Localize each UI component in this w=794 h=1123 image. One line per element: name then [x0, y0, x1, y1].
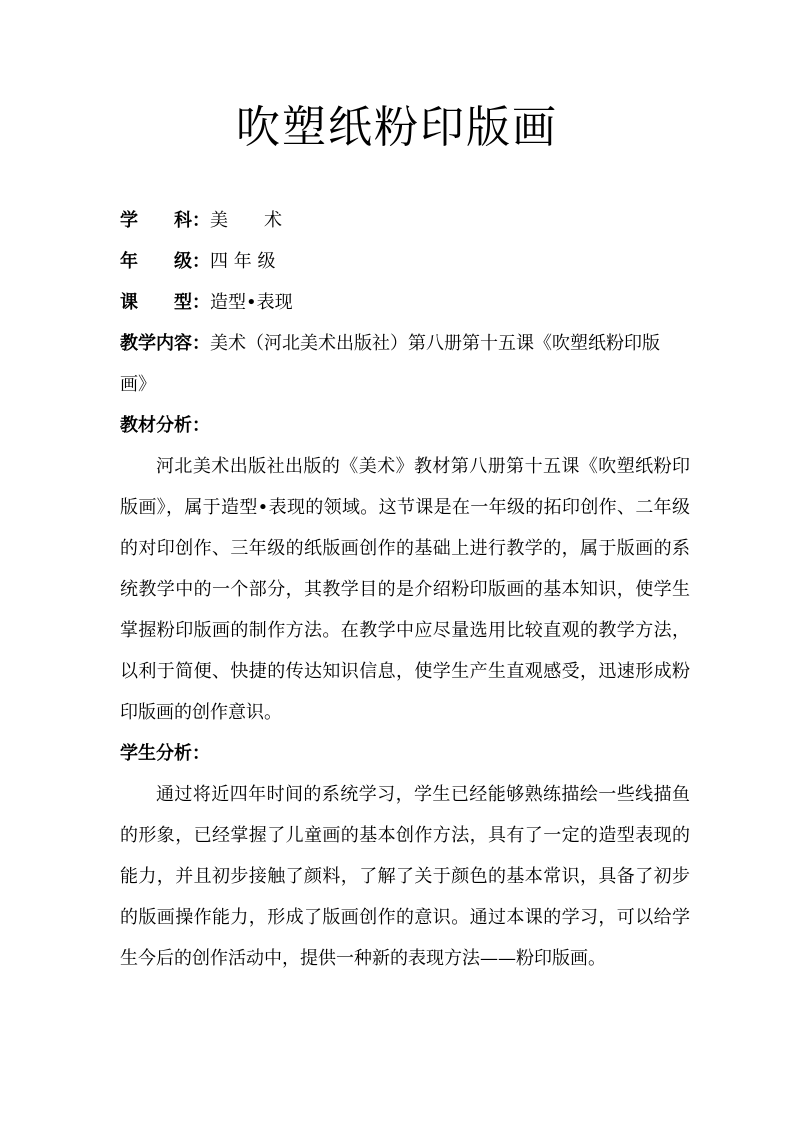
section-heading-textbook-analysis: 教材分析：: [120, 415, 210, 436]
document-body: [120, 200, 690, 979]
grade-row: [120, 241, 690, 282]
grade-value: 四 年 级: [210, 251, 276, 272]
section-paragraph-textbook-analysis: 河北美术出版社出版的《美术》教材第八册第十五课《吹塑纸粉印版画》，属于造型•表现的领域。这节课是在一年级的拓印创作、二年级的对印创作、三年级的纸版画创作的基础上进行教学的，属于版画的系统教学中的一个部分，其教学目的是介绍粉印版画的基本知识，使学生掌握粉印版画的制作方法。在教学中应尽量选用比较直观的教学方法，以利于简便、快捷的传达知识信息，使学生产生直观感受，迅速形成粉印版画的创作意识。: [120, 456, 690, 723]
content-row: [120, 323, 690, 364]
type-row: [120, 282, 690, 323]
document-title: 吹塑纸粉印版画: [236, 102, 558, 153]
content-value-line2: 画》: [120, 374, 156, 395]
subject-value: 美 术: [210, 210, 282, 231]
section-heading-student-analysis: 学生分析：: [120, 743, 210, 764]
subject-label: 学 科：: [120, 210, 210, 231]
content-label: 教学内容：: [120, 333, 210, 354]
subject-row: [120, 200, 690, 241]
content-value-line1: 美术（河北美术出版社）第八册第十五课《吹塑纸粉印版: [210, 333, 660, 354]
grade-label: 年 级：: [120, 251, 210, 272]
type-value: 造型•表现: [210, 292, 293, 313]
type-label: 课 型：: [120, 292, 210, 313]
section-paragraph-student-analysis: 通过将近四年时间的系统学习，学生已经能够熟练描绘一些线描鱼的形象，已经掌握了儿童画的基本创作方法，具有了一定的造型表现的能力，并且初步接触了颜料，了解了关于颜色的基本常识，具备了初步的版画操作能力，形成了版画创作的意识。通过本课的学习，可以给学生今后的创作活动中，提供一种新的表现方法——粉印版画。: [120, 784, 690, 969]
content-row-continued: [120, 364, 690, 405]
